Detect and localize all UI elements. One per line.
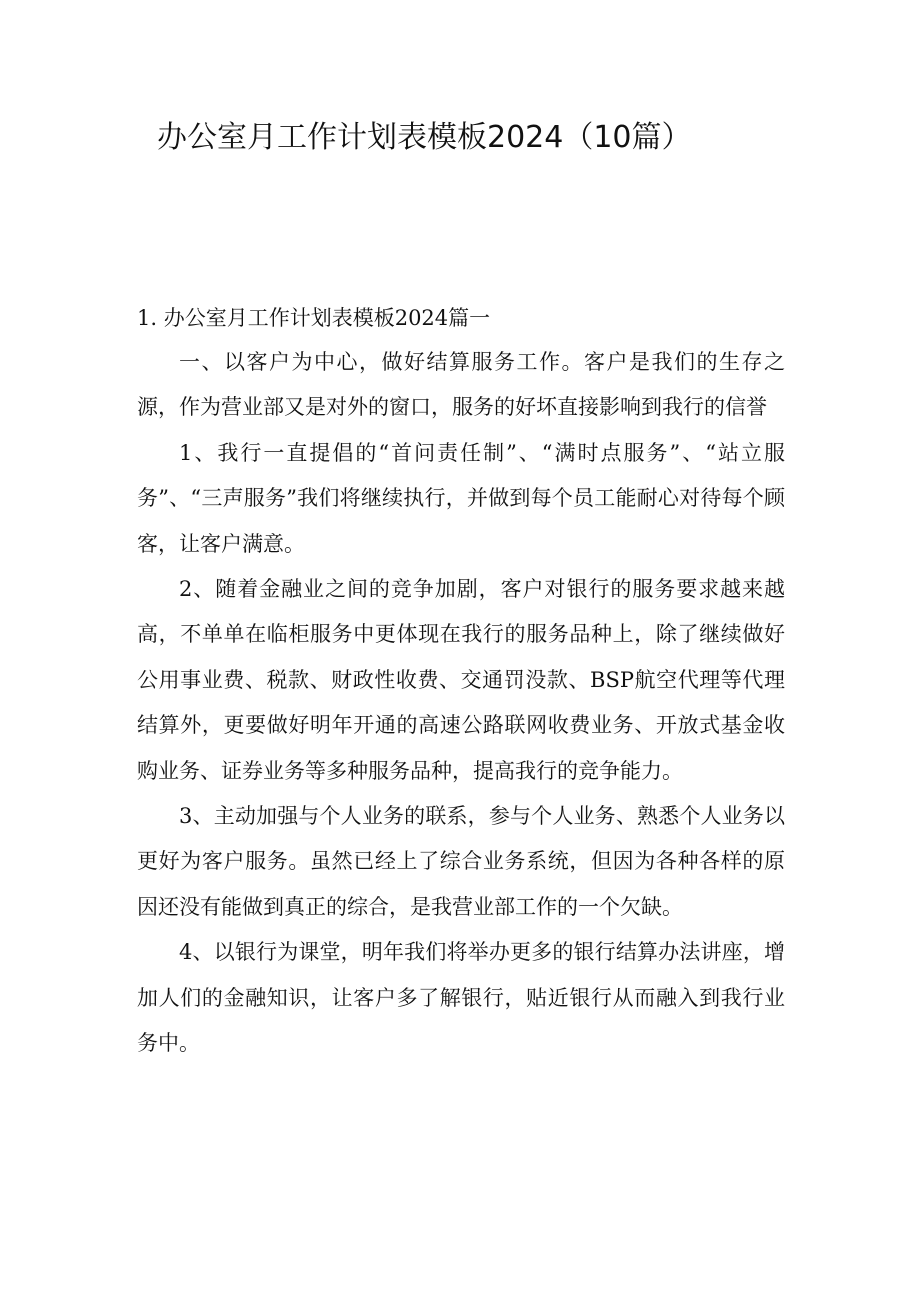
paragraph-intro: 一、以客户为中心，做好结算服务工作。客户是我们的生存之源，作为营业部又是对外的窗口，服务的好坏直接影响到我行的信誉 — [137, 350, 785, 420]
paragraph-item-1: 1、我行一直提倡的“首问责任制”、“满时点服务”、“站立服务”、“三声服务”我们将继续执行，并做到每个员工能耐心对待每个顾客，让客户满意。 — [137, 440, 785, 556]
paragraph-item-2: 2、随着金融业之间的竞争加剧，客户对银行的服务要求越来越高，不单单在临柜服务中更体现在我行的服务品种上，除了继续做好公用事业费、税款、财政性收费、交通罚没款、BSP航空代理等代理结算外，更要做好明年开通的高速公路联网收费业务、开放式基金收购业务、证券业务等多种服务品种，提高我行的竞争能力。 — [137, 577, 785, 783]
section-heading: 1. 办公室月工作计划表模板2024篇一 — [137, 306, 491, 330]
document-title: 办公室月工作计划表模板2024（10篇） — [157, 120, 692, 155]
paragraph-item-3: 3、主动加强与个人业务的联系，参与个人业务、熟悉个人业务以更好为客户服务。虽然已经上了综合业务系统，但因为各种各样的原因还没有能做到真正的综合，是我营业部工作的一个欠缺。 — [137, 804, 785, 919]
body-text — [137, 340, 785, 1067]
paragraph-item-4: 4、以银行为课堂，明年我们将举办更多的银行结算办法讲座，增加人们的金融知识，让客户多了解银行，贴近银行从而融入到我行业务中。 — [137, 940, 785, 1056]
